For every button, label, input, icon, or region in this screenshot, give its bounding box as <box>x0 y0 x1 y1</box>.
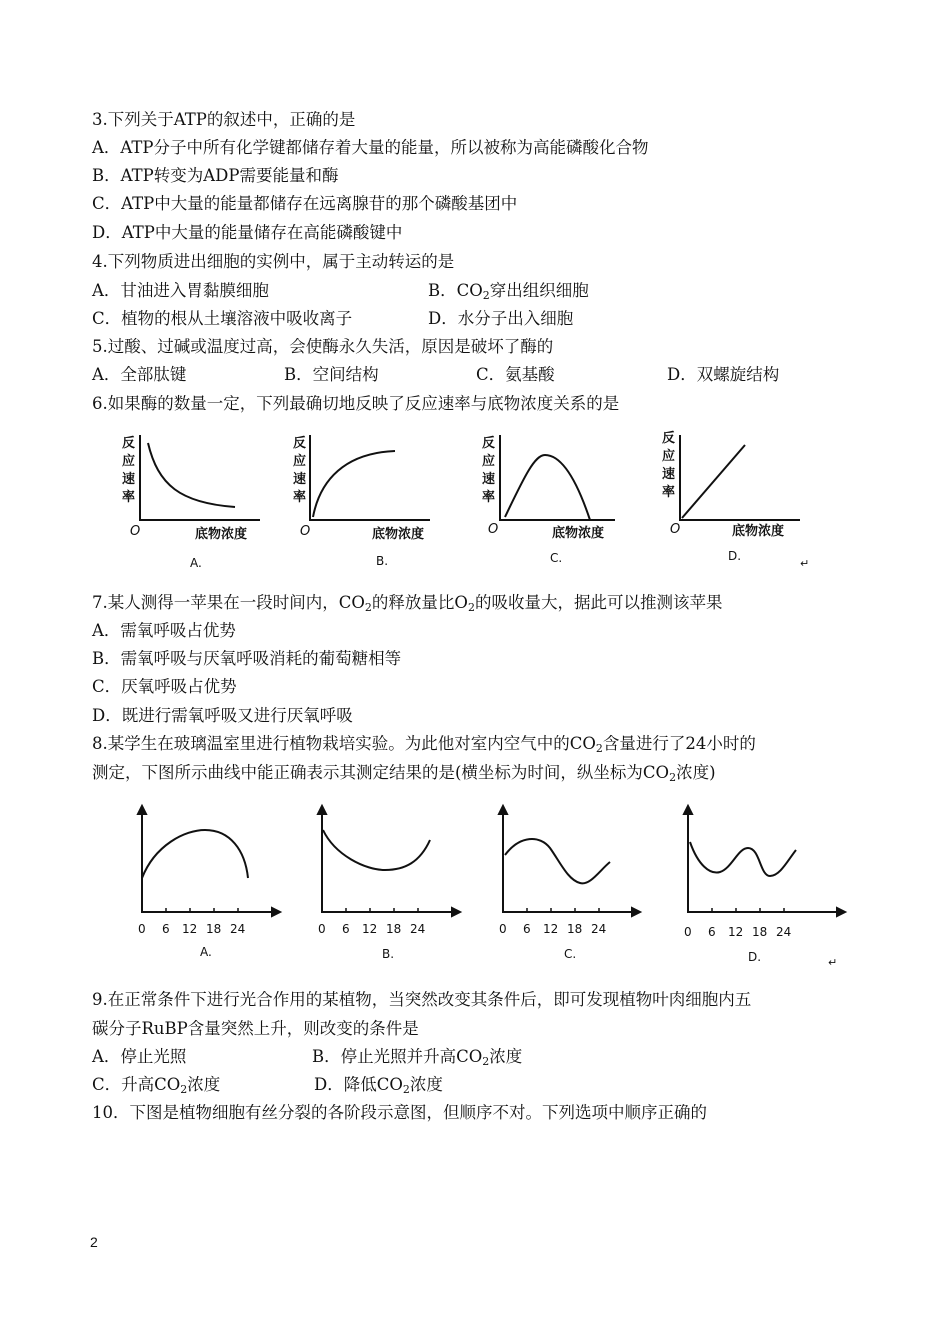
q5-option-a: A．全部肽键 <box>92 365 187 384</box>
q3-stem: 3.下列关于ATP的叙述中，正确的是 <box>92 110 356 129</box>
q8-b-caption: B. <box>382 947 395 961</box>
q7-option-c: C．厌氧呼吸占优势 <box>92 677 237 696</box>
q6-b-curve <box>313 451 395 517</box>
q6-a-caption: A. <box>190 556 202 570</box>
q8-b-axes <box>322 812 455 912</box>
q6-b-ylabel-2: 应 <box>293 454 307 469</box>
q6-d-xlabel: 底物浓度 <box>732 524 785 539</box>
q8-stem-line2: 测定，下图所示曲线中能正确表示其测定结果的是(横坐标为时间，纵坐标为CO2浓度) <box>92 763 716 784</box>
q6-b-origin: O <box>300 524 311 539</box>
q8-d-curve <box>690 842 796 876</box>
q8-c-tick-24: 24 <box>591 922 607 936</box>
q8-a-tick-12: 12 <box>182 922 198 936</box>
q6-d-axes <box>680 435 800 520</box>
q9-option-b: B．停止光照并升高CO2浓度 <box>312 1047 523 1068</box>
q8-d-axes <box>688 812 840 912</box>
q6-d-ylabel-2: 应 <box>662 449 676 464</box>
q6-d-line <box>682 445 745 518</box>
q8-a-caption: A. <box>200 945 212 959</box>
q8-b-tick-24: 24 <box>410 922 426 936</box>
q5-option-d: D．双螺旋结构 <box>667 365 780 384</box>
q6-d-ylabel-4: 率 <box>662 485 676 500</box>
q3-option-c: C．ATP中大量的能量都储存在远离腺苷的那个磷酸基团中 <box>92 194 518 213</box>
q8-a-y-arrow <box>138 806 146 814</box>
q8-c-x-arrow <box>632 908 640 916</box>
q8-c-tick-0: 0 <box>499 922 507 936</box>
q6-d-ylabel-1: 反 <box>662 431 676 446</box>
q7-option-a: A．需氧呼吸占优势 <box>92 621 236 640</box>
q6-a-ylabel-3: 速 <box>122 472 136 487</box>
q6-b-ylabel-4: 率 <box>293 490 307 505</box>
q8-graphs-svg <box>120 800 850 975</box>
q8-d-tick-24: 24 <box>776 925 792 939</box>
q4-option-d: D．水分子出入细胞 <box>428 309 574 328</box>
q8-c-y-arrow <box>499 806 507 814</box>
q6-c-axes <box>500 435 615 520</box>
q6-c-xlabel: 底物浓度 <box>552 526 605 541</box>
q7-stem: 7.某人测得一苹果在一段时间内，CO2的释放量比O2的吸收量大，据此可以推测该苹果 <box>92 593 723 614</box>
q8-figure <box>120 800 850 975</box>
q6-d-caption: D. <box>728 549 742 563</box>
q6-graphs-svg <box>110 425 830 575</box>
q6-a-curve <box>148 443 235 507</box>
q3-option-b: B．ATP转变为ADP需要能量和酶 <box>92 166 339 185</box>
q6-return-mark: ↵ <box>800 557 810 570</box>
q6-a-ylabel-1: 反 <box>122 436 136 451</box>
q8-stem-line1: 8.某学生在玻璃温室里进行植物栽培实验。为此他对室内空气中的CO2含量进行了24小时的 <box>92 734 756 755</box>
q9-option-d: D．降低CO2浓度 <box>314 1075 443 1096</box>
q9-option-a: A．停止光照 <box>92 1047 187 1066</box>
q9-option-c: C．升高CO2浓度 <box>92 1075 221 1096</box>
q8-a-tick-18: 18 <box>206 922 222 936</box>
q5-option-b: B．空间结构 <box>284 365 379 384</box>
q9-stem-line2: 碳分子RuBP含量突然上升，则改变的条件是 <box>92 1019 419 1038</box>
q8-d-caption: D. <box>748 950 762 964</box>
q6-b-xlabel: 底物浓度 <box>372 527 425 542</box>
q8-return-mark: ↵ <box>828 956 838 969</box>
q8-c-tick-18: 18 <box>567 922 583 936</box>
q4-stem: 4.下列物质进出细胞的实例中，属于主动转运的是 <box>92 252 455 271</box>
q8-d-tick-18: 18 <box>752 925 768 939</box>
q6-a-origin: O <box>130 524 141 539</box>
q5-stem: 5.过酸、过碱或温度过高，会使酶永久失活，原因是破坏了酶的 <box>92 337 554 356</box>
q6-figure <box>110 425 830 575</box>
q8-a-curve <box>142 830 248 878</box>
q8-b-tick-12: 12 <box>362 922 378 936</box>
q8-c-tick-12: 12 <box>543 922 559 936</box>
q8-a-x-arrow <box>272 908 280 916</box>
q7-option-d: D．既进行需氧呼吸又进行厌氧呼吸 <box>92 706 353 725</box>
q8-b-curve <box>323 830 430 870</box>
q6-c-ylabel-1: 反 <box>482 436 496 451</box>
q8-b-tick-0: 0 <box>318 922 326 936</box>
q6-c-ylabel-4: 率 <box>482 490 496 505</box>
q8-b-y-arrow <box>318 806 326 814</box>
q8-a-tick-6: 6 <box>162 922 170 936</box>
q7-option-b: B．需氧呼吸与厌氧呼吸消耗的葡萄糖相等 <box>92 649 402 668</box>
q6-c-origin: O <box>488 522 499 537</box>
q6-d-origin: O <box>670 522 681 537</box>
q6-a-axes <box>140 435 260 520</box>
q6-c-caption: C. <box>550 551 563 565</box>
q6-a-ylabel-4: 率 <box>122 490 136 505</box>
q4-option-c: C．植物的根从土壤溶液中吸收离子 <box>92 309 353 328</box>
q6-c-ylabel-3: 速 <box>482 472 496 487</box>
q6-a-ylabel-2: 应 <box>122 454 136 469</box>
q6-a-xlabel: 底物浓度 <box>195 527 248 542</box>
q4-option-b: B．CO2穿出组织细胞 <box>428 281 589 302</box>
q5-option-c: C．氨基酸 <box>476 365 555 384</box>
q6-c-ylabel-2: 应 <box>482 454 496 469</box>
q8-b-x-arrow <box>452 908 460 916</box>
q3-option-a: A．ATP分子中所有化学键都储存着大量的能量，所以被称为高能磷酸化合物 <box>92 138 649 157</box>
q8-a-axes <box>142 812 275 912</box>
q6-b-ylabel-1: 反 <box>293 436 307 451</box>
q4-option-a: A．甘油进入胃黏膜细胞 <box>92 281 269 300</box>
q6-b-axes <box>310 435 430 520</box>
q6-c-curve <box>505 455 590 520</box>
q10-stem: 10．下图是植物细胞有丝分裂的各阶段示意图，但顺序不对。下列选项中顺序正确的 <box>92 1103 707 1122</box>
q8-c-tick-6: 6 <box>523 922 531 936</box>
q8-a-tick-0: 0 <box>138 922 146 936</box>
q8-d-tick-0: 0 <box>684 925 692 939</box>
q8-c-axes <box>503 812 635 912</box>
q8-d-tick-12: 12 <box>728 925 744 939</box>
q8-d-tick-6: 6 <box>708 925 716 939</box>
q6-b-ylabel-3: 速 <box>293 472 307 487</box>
page-number: 2 <box>90 1234 98 1250</box>
q8-a-tick-24: 24 <box>230 922 246 936</box>
q9-stem-line1: 9.在正常条件下进行光合作用的某植物，当突然改变其条件后，即可发现植物叶肉细胞内五 <box>92 990 752 1009</box>
q8-b-tick-18: 18 <box>386 922 402 936</box>
q3-option-d: D．ATP中大量的能量储存在高能磷酸键中 <box>92 223 403 242</box>
q8-d-y-arrow <box>684 806 692 814</box>
q8-c-curve <box>505 839 610 883</box>
q6-b-caption: B. <box>376 554 389 568</box>
q6-stem: 6.如果酶的数量一定，下列最确切地反映了反应速率与底物浓度关系的是 <box>92 394 620 413</box>
q8-b-tick-6: 6 <box>342 922 350 936</box>
q8-d-x-arrow <box>837 908 845 916</box>
q6-d-ylabel-3: 速 <box>662 467 676 482</box>
q8-c-caption: C. <box>564 947 577 961</box>
